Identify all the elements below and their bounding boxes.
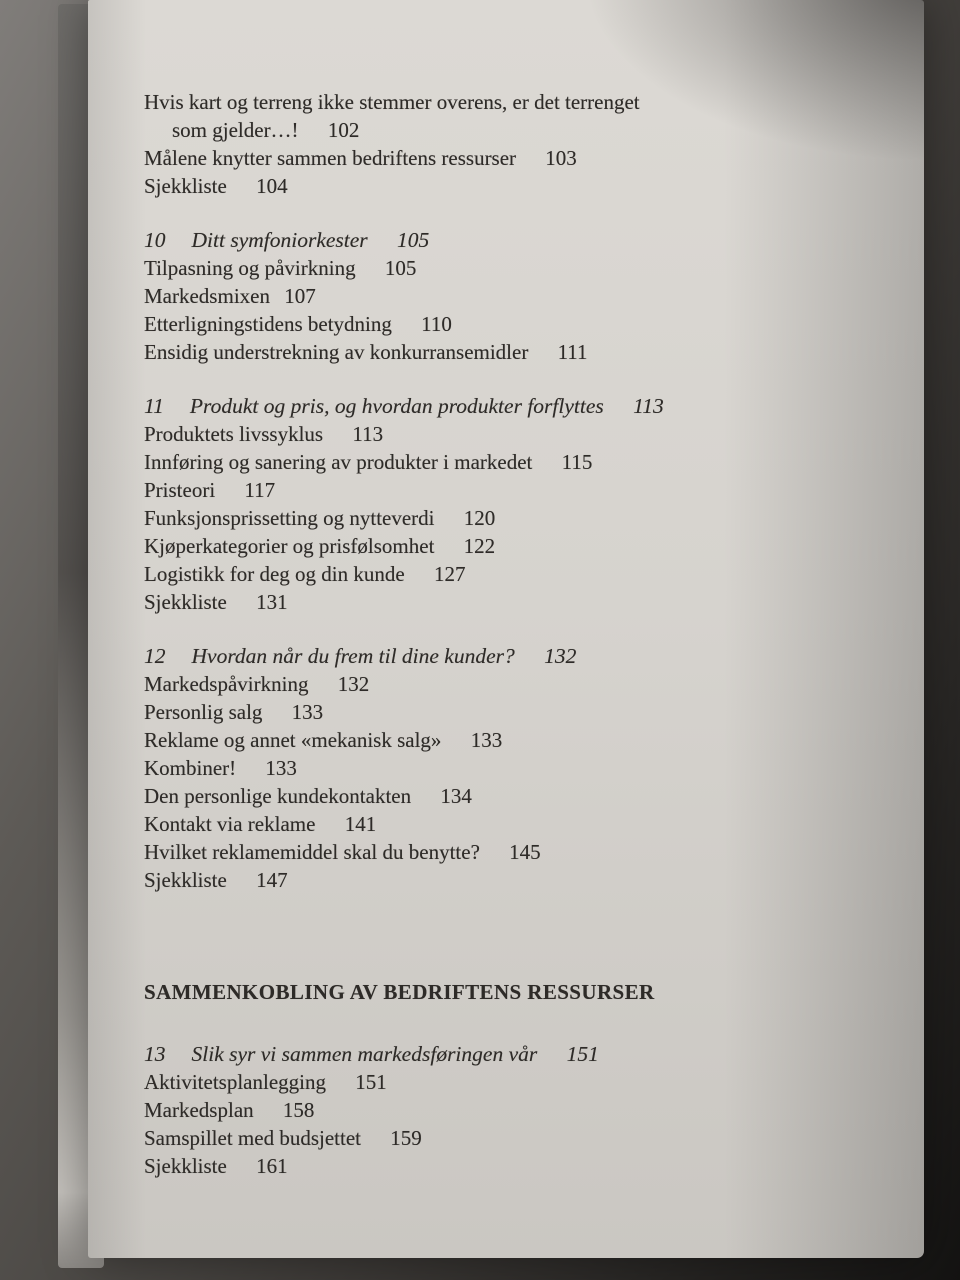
toc-entry-text: Markedsmixen bbox=[144, 284, 270, 308]
toc-entry-text: Sjekkliste bbox=[144, 1154, 227, 1178]
toc-entry bbox=[144, 838, 884, 866]
toc-entry-text: Samspillet med budsjettet bbox=[144, 1126, 361, 1150]
toc-entry bbox=[144, 504, 884, 532]
toc-entry-text: Produktets livssyklus bbox=[144, 422, 324, 446]
chapter-page: 151 bbox=[566, 1042, 599, 1066]
toc-entry-page: 104 bbox=[256, 174, 288, 198]
toc-entry-page: 103 bbox=[545, 146, 577, 170]
toc-entry bbox=[144, 1124, 884, 1152]
toc-entry-page: 120 bbox=[463, 506, 496, 530]
toc-entry-text: Hvis kart og terreng ikke stemmer overens, er det terrenget bbox=[144, 90, 640, 114]
toc-entry-page: 161 bbox=[256, 1154, 288, 1178]
toc-entry bbox=[144, 282, 884, 310]
toc-entry bbox=[144, 172, 884, 200]
toc-entry-continuation bbox=[144, 116, 884, 144]
book-page bbox=[88, 0, 924, 1258]
toc-entry-page: 115 bbox=[561, 450, 593, 474]
chapter-number: 11 bbox=[144, 394, 164, 418]
toc-entry bbox=[144, 698, 884, 726]
chapter-page: 132 bbox=[544, 644, 577, 668]
toc-entry-text: Markedsplan bbox=[144, 1098, 254, 1122]
toc-entry-text: Reklame og annet «mekanisk salg» bbox=[144, 728, 442, 752]
toc-entry-text: Sjekkliste bbox=[144, 590, 227, 614]
toc-entry-page: 133 bbox=[265, 756, 297, 780]
toc-entry-page: 141 bbox=[344, 812, 377, 836]
chapter-number: 12 bbox=[144, 644, 166, 668]
toc-entry-text: Ensidig understrekning av konkurransemidler bbox=[144, 340, 529, 364]
toc-entry bbox=[144, 560, 884, 588]
chapter-title: Produkt og pris, og hvordan produkter forflyttes bbox=[189, 394, 604, 418]
toc-entry bbox=[144, 810, 884, 838]
toc-entry-page: 110 bbox=[421, 312, 452, 336]
toc-entry bbox=[144, 754, 884, 782]
chapter-title: Slik syr vi sammen markedsføringen vår bbox=[191, 1042, 538, 1066]
toc-group bbox=[144, 392, 884, 616]
toc-entry bbox=[144, 1068, 884, 1096]
toc-entry-text: Kontakt via reklame bbox=[144, 812, 316, 836]
toc-entry-page: 158 bbox=[282, 1098, 315, 1122]
toc-entry bbox=[144, 338, 884, 366]
section-heading: SAMMENKOBLING AV BEDRIFTENS RESSURSER bbox=[144, 980, 655, 1004]
toc-entry-text: Funksjonsprissetting og nytteverdi bbox=[144, 506, 435, 530]
chapter-heading bbox=[144, 226, 884, 254]
toc-entry bbox=[144, 532, 884, 560]
toc-group bbox=[144, 642, 884, 894]
toc-entry bbox=[144, 88, 884, 116]
toc-entry-text: Innføring og sanering av produkter i markedet bbox=[144, 450, 533, 474]
chapter-title: Hvordan når du frem til dine kunder? bbox=[191, 644, 515, 668]
toc-entry-page: 102 bbox=[327, 118, 360, 142]
toc-entry bbox=[144, 254, 884, 282]
toc-entry-page: 122 bbox=[463, 534, 496, 558]
toc-group bbox=[144, 88, 884, 200]
toc-entry bbox=[144, 866, 884, 894]
chapter-title: Ditt symfoniorkester bbox=[191, 228, 368, 252]
toc-entry-page: 133 bbox=[470, 728, 503, 752]
toc-entry bbox=[144, 448, 884, 476]
table-of-contents bbox=[88, 0, 924, 1180]
toc-entry-page: 117 bbox=[244, 478, 276, 502]
toc-entry bbox=[144, 1152, 884, 1180]
toc-entry-page: 133 bbox=[291, 700, 324, 724]
toc-entry-page: 145 bbox=[509, 840, 541, 864]
toc-entry bbox=[144, 588, 884, 616]
toc-entry-text: Markedspåvirkning bbox=[144, 672, 309, 696]
toc-entry-text: Den personlige kundekontakten bbox=[144, 784, 412, 808]
toc-entry-page: 131 bbox=[256, 590, 288, 614]
toc-entry bbox=[144, 726, 884, 754]
toc-entry-page: 113 bbox=[352, 422, 384, 446]
toc-entry-page: 127 bbox=[433, 562, 466, 586]
toc-entry-text: Pristeori bbox=[144, 478, 216, 502]
toc-entry bbox=[144, 670, 884, 698]
toc-entry-page: 105 bbox=[384, 256, 417, 280]
toc-entry bbox=[144, 144, 884, 172]
toc-entry bbox=[144, 1096, 884, 1124]
toc-entry-text: Hvilket reklamemiddel skal du benytte? bbox=[144, 840, 480, 864]
chapter-page: 113 bbox=[633, 394, 664, 418]
toc-entry-page: 132 bbox=[337, 672, 370, 696]
toc-entry-text: Etterligningstidens betydning bbox=[144, 312, 392, 336]
chapter-heading bbox=[144, 642, 884, 670]
chapter-page: 105 bbox=[397, 228, 430, 252]
toc-entry-text: Logistikk for deg og din kunde bbox=[144, 562, 405, 586]
toc-group bbox=[144, 226, 884, 366]
toc-entry-page: 134 bbox=[440, 784, 472, 808]
toc-entry-text: som gjelder…! bbox=[172, 118, 299, 142]
toc-entry-page: 107 bbox=[284, 284, 316, 308]
chapter-number: 13 bbox=[144, 1042, 166, 1066]
toc-entry-page: 147 bbox=[256, 868, 288, 892]
toc-entry bbox=[144, 782, 884, 810]
chapter-heading bbox=[144, 1040, 884, 1068]
toc-entry-page: 111 bbox=[557, 340, 588, 364]
toc-group bbox=[144, 1040, 884, 1180]
toc-entry-text: Personlig salg bbox=[144, 700, 263, 724]
toc-entry-text: Sjekkliste bbox=[144, 868, 227, 892]
chapter-number: 10 bbox=[144, 228, 166, 252]
toc-entry-page: 159 bbox=[390, 1126, 422, 1150]
toc-entry-text: Kombiner! bbox=[144, 756, 237, 780]
toc-entry bbox=[144, 310, 884, 338]
toc-entry bbox=[144, 420, 884, 448]
toc-entry-text: Tilpasning og påvirkning bbox=[144, 256, 356, 280]
toc-entry bbox=[144, 476, 884, 504]
toc-entry-text: Kjøperkategorier og prisfølsomhet bbox=[144, 534, 435, 558]
toc-entry-page: 151 bbox=[355, 1070, 387, 1094]
toc-entry-text: Aktivitetsplanlegging bbox=[144, 1070, 326, 1094]
chapter-heading bbox=[144, 392, 884, 420]
toc-entry-text: Sjekkliste bbox=[144, 174, 227, 198]
toc-entry-text: Målene knytter sammen bedriftens ressurser bbox=[144, 146, 517, 170]
